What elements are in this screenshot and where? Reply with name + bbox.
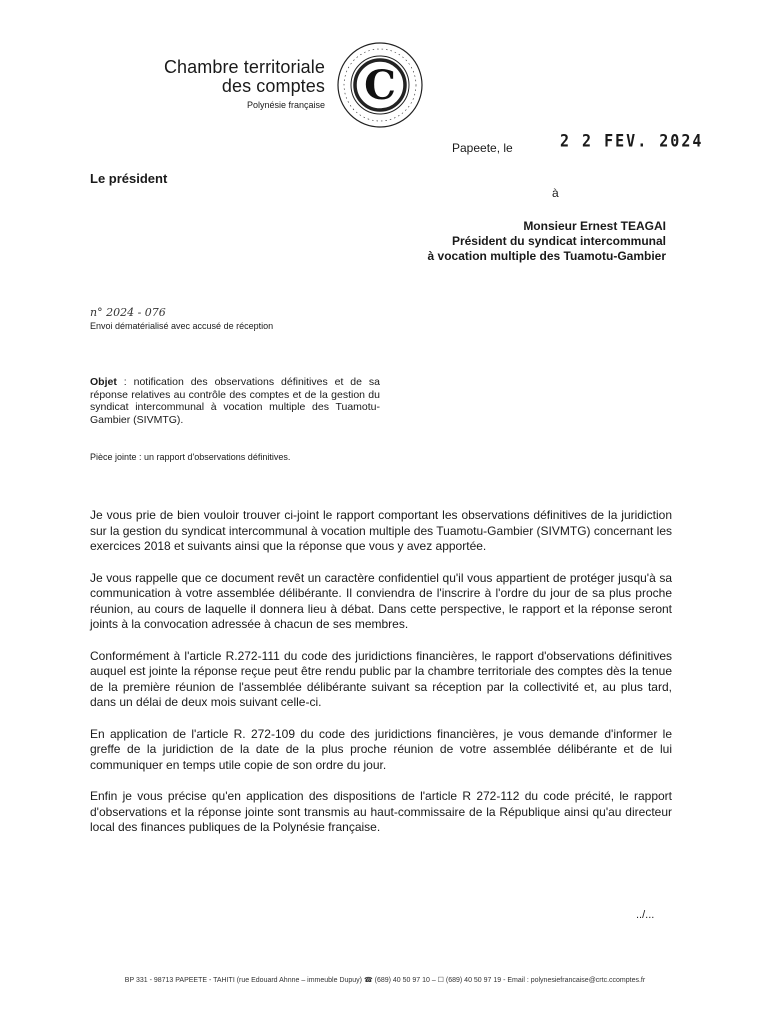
subject-block bbox=[90, 376, 380, 426]
recipient-prefix: à bbox=[552, 186, 559, 200]
org-subtitle: Polynésie française bbox=[246, 100, 325, 110]
recipient-title: Président du syndicat intercommunal bbox=[451, 234, 666, 248]
body-paragraph-4: En application de l'article R. 272-109 du code des juridictions financières, je vous demande d'informer le greffe de la juridiction de la date de la plus proche réunion de votre assemblée délibérante et de lui communiquer en temps utile copie de son ordre du jour. bbox=[90, 726, 672, 772]
date-stamp: 2 2 FEV. 2024 bbox=[560, 131, 704, 151]
date-place: Papeete, le bbox=[452, 141, 513, 155]
letter-body bbox=[90, 508, 672, 852]
seal-letter: C bbox=[364, 62, 396, 109]
footer-address: BP 331 - 98713 PAPEETE - TAHITI (rue Edouard Ahnne – immeuble Dupuy) ☎ (689) 40 50 97 10 – ☐ (689) 40 50 97 19 - Email : polynesiefrancaise@crtc.ccomptes.fr bbox=[124, 977, 646, 984]
org-name bbox=[60, 58, 325, 96]
subject-label: Objet bbox=[90, 376, 117, 388]
body-paragraph-1: Je vous prie de bien vouloir trouver ci-joint le rapport comportant les observations définitives de la juridiction sur la gestion du syndicat intercommunal à vocation multiple des Tuamotu-Gambier (SIVMTG) concernant les exercices 2018 et suivants ainsi que la réponse que vous y avez apportée. bbox=[90, 508, 672, 553]
body-paragraph-5: Enfin je vous précise qu'en application des dispositions de l'article R 272-112 du code précité, le rapport d'observations et la réponse jointe sont transmis au haut-commissaire de la République ainsi qu'au directeur local des finances publiques de la Polynésie française. bbox=[90, 789, 672, 834]
reference-number: n° 2024 - 076 bbox=[90, 306, 166, 319]
body-paragraph-2: Je vous rappelle que ce document revêt un caractère confidentiel qu'il vous appartient de protéger jusqu'à sa communication à votre assemblée délibérante. Il conviendra de l'inscrire à l'ordre du jour de sa plus proche réunion, au cours de laquelle il donnera lieu à débat. Dans cette perspective, le rapport et la réponse seront joints à la convocation adressée à chacun de ses membres. bbox=[90, 570, 672, 631]
sender-title: Le président bbox=[90, 171, 168, 186]
delivery-mode: Envoi dématérialisé avec accusé de réception bbox=[90, 321, 274, 331]
org-name-line2: des comptes bbox=[221, 76, 325, 96]
recipient-block bbox=[340, 219, 666, 264]
org-name-line1: Chambre territoriale bbox=[163, 57, 325, 77]
recipient-name: Monsieur Ernest TEAGAI bbox=[523, 219, 666, 233]
body-paragraph-3: Conformément à l'article R.272-111 du code des juridictions financières, le rapport d'observations définitives auquel est jointe la réponse reçue peut être rendu public par la chambre territoriale des comptes dès la tenue de la première réunion de l'assemblée délibérante suivant sa réception par la collectivité et, au plus tard, dans un délai de deux mois suivant celle-ci. bbox=[90, 648, 672, 709]
page-continuation: ../... bbox=[636, 909, 655, 921]
subject-text: : notification des observations définitives et de sa réponse relatives au contrôle des comptes et de la gestion du syndicat intercommunal à vocation multiple des Tuamotu-Gambier (SIVMTG). bbox=[90, 376, 380, 426]
recipient-organization: à vocation multiple des Tuamotu-Gambier bbox=[427, 249, 666, 263]
cour-des-comptes-seal-icon bbox=[335, 40, 425, 130]
attachment-note: Pièce jointe : un rapport d'observations définitives. bbox=[90, 452, 291, 462]
